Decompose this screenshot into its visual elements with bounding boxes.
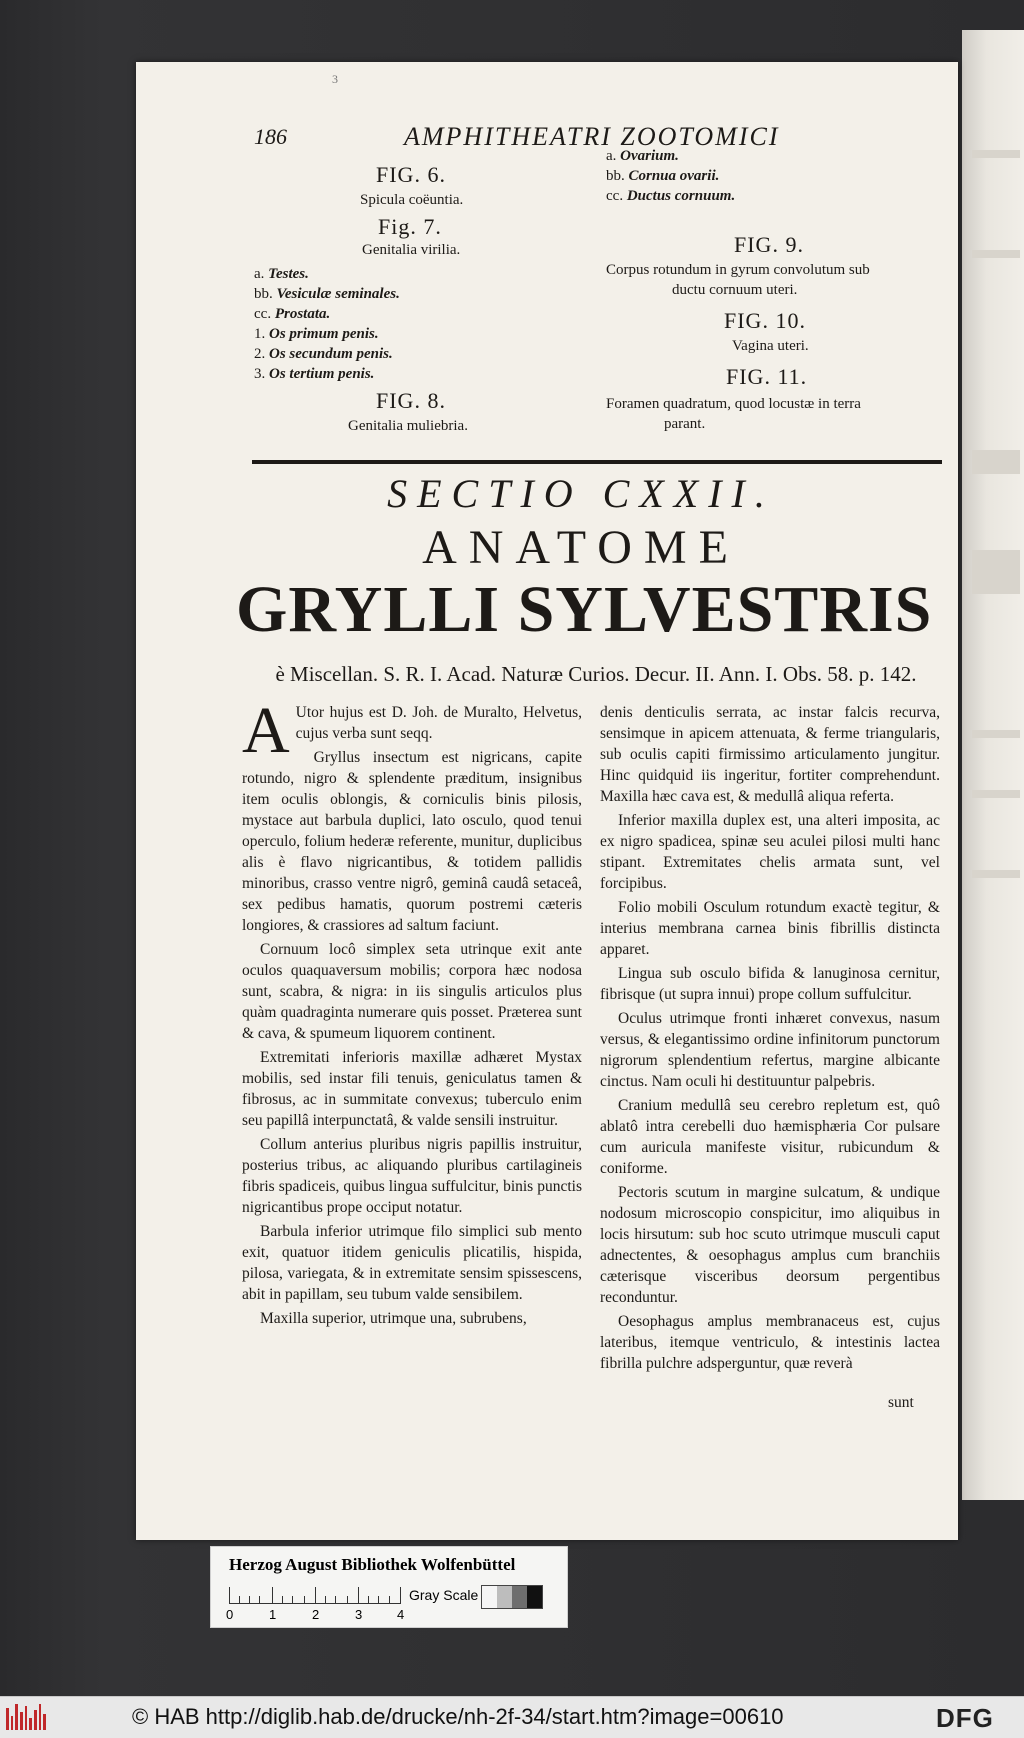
gray-scale-swatch (481, 1585, 543, 1609)
fig9-caption: Corpus rotundum in gyrum convolutum sub (606, 262, 870, 278)
fig6-caption: Spicula coëuntia. (360, 192, 464, 208)
ruler-number: 0 (226, 1607, 234, 1622)
drop-cap: A (242, 694, 290, 767)
title-line-1: ANATOME (422, 521, 740, 574)
fig7-legend-item: 3. Os tertium penis. (254, 366, 375, 382)
fig7-label: Fig. 7. (378, 214, 442, 239)
paragraph: Inferior maxilla duplex est, una alteri imposita, ac ex nigro spadicea, spinæ seu aculei pilosi multi hanc stipant. Extremitates chelis armata sunt, vel forcipibus. (600, 812, 940, 892)
fig7-legend-item: a. Testes. (254, 266, 309, 282)
page-number: 186 (254, 124, 287, 149)
fig7-legend-item: 2. Os secundum penis. (254, 346, 393, 362)
paragraph: Barbula inferior utrimque filo simplici sub mento exit, quatuor itidem geniculis plicatilis, hispida, pilosa, variegata, & in extremitate sensim spissescens, abit in papillam, seu tubum valde sensibilem. (242, 1223, 582, 1303)
ruler-number: 4 (397, 1607, 405, 1622)
paragraph: Oculus utrimque fronti inhæret convexus, nasum versus, & elegantissimo ordine infinitorum punctorum nigrorum splendentium refertus, margine albicante cinctus. Nam oculi hi destituuntur palpebris. (600, 1010, 940, 1090)
facing-page-edge (962, 30, 1024, 1500)
page-mark: 3 (332, 72, 338, 86)
fig7-legend-item: bb. Vesiculæ seminales. (254, 286, 400, 302)
fig7-caption: Genitalia virilia. (362, 242, 461, 258)
footer-bar (0, 1696, 1024, 1738)
paragraph: Maxilla superior, utrimque una, subrubens, (260, 1310, 527, 1327)
footer-link[interactable]: © HAB http://diglib.hab.de/drucke/nh-2f-34/start.htm?image=00610 (132, 1704, 784, 1729)
section-heading: SECTIO CXXII. (387, 471, 775, 516)
ruler-number: 2 (312, 1607, 320, 1622)
running-head: AMPHITHEATRI ZOOTOMICI (404, 122, 780, 151)
section-rule (252, 460, 942, 464)
ruler-number: 3 (355, 1607, 363, 1622)
fig8-caption: Genitalia muliebria. (348, 418, 468, 434)
gray-scale-label: Gray Scale (409, 1587, 479, 1603)
paragraph: Lingua sub osculo bifida & lanuginosa cernitur, fibrisque (ut supra innui) prope collum suffulcitur. (600, 965, 940, 1003)
ruler-number: 1 (269, 1607, 277, 1622)
paragraph: Gryllus insectum est nigricans, capite rotundo, nigro & splendente præditum, insignibus item oculis oblongis, & corniculis binis pilosis, mystace aut barbula duplici, lato osculo, quod tenui operculo, folium hederæ referente, munitur, duplicibus alis è flavo nigricantibus, & totidem pallidis minoribus, crasso ventre nigrô, geminâ caudâ setaceâ, sex pedibus hamatis, quorum postremi cæteris longiores, & crassiores ad saltum faciunt. (242, 749, 582, 934)
paragraph: Extremitati inferioris maxillæ adhæret Mystax mobilis, sed instar fili tenuis, geniculatus tamen & fibrosus, ac in summitate convexus; tuberculo enim seu papillâ interpunctatâ, & valde sensili instruitur. (242, 1049, 582, 1129)
left-column (242, 694, 582, 1332)
paragraph: Oesophagus amplus membranaceus est, cujus lateribus, itemque ventriculo, & intestinis lactea fibrilla pulchre adsperguntur, quæ reverà (600, 1313, 940, 1372)
library-label-card (210, 1546, 568, 1628)
source-citation: è Miscellan. S. R. I. Acad. Naturæ Curios. Decur. II. Ann. I. Obs. 58. p. 142. (275, 662, 917, 686)
fig11-label: FIG. 11. (726, 364, 808, 389)
fig7-legend-item: cc. Prostata. (254, 306, 331, 322)
paragraph: Collum anterius pluribus nigris papillis instruitur, posterius tribus, ac aliquando pluribus cartilagineis fibris spadiceis, quibus lingua suffulcitur, binis punctis nigricantibus prope occiput notatur. (242, 1136, 582, 1216)
dfg-logo: DFG (936, 1703, 994, 1733)
paragraph: Folio mobili Osculum rotundum exactè tegitur, & interius membrana carnea binis fibrillis distincta apparet. (600, 899, 940, 958)
paragraph: Pectoris scutum in margine sulcatum, & undique nodosum microscopio conspicitur, imo aliquibus in locis hirsutum: sub hoc scuto utrimque musculi caput adnectentes, & oesophagus amplus cum branchiis cæterisque visceribus deorsum pergentibus reconduntur. (600, 1184, 940, 1306)
fig10-label: FIG. 10. (724, 308, 806, 333)
fig6-label: FIG. 6. (376, 162, 446, 187)
fig11-caption: Foramen quadratum, quod locustæ in terra (606, 396, 861, 412)
paragraph: Cornuum locô simplex seta utrinque exit ante oculos quaquaversum mobilis; corpora hæc nodosa sunt, scabra, & nigra: in iis singulis articulos plus quàm quadraginta numerare quis posset. Præterea sunt & cava, & spumeum liquorem continent. (242, 941, 582, 1042)
fig7-legend-item: 1. Os primum penis. (254, 326, 379, 342)
fig9-label: FIG. 9. (734, 232, 804, 257)
right-column (600, 702, 940, 1377)
book-page (136, 62, 958, 1540)
fig8-legend-item: bb. Cornua ovarii. (606, 168, 720, 184)
paragraph: denis denticulis serrata, ac instar falcis recurva, sensimque in apicem attenuata, & ferme triangularis, sub oculis capiti firmissimo articulamento jungitur. Hinc quidquid iis ingeritur, fortiter comprehendunt. Maxilla hæc cava est, & medullâ aliqua referta. (600, 704, 940, 805)
fig10-caption: Vagina uteri. (732, 338, 809, 354)
fig8-legend-item: a. Ovarium. (606, 148, 679, 164)
fig8-label: FIG. 8. (376, 388, 446, 413)
paragraph: A Utor hujus est D. Joh. de Muralto, Helvetus, cujus verba sunt seqq. (242, 694, 582, 767)
catchword: sunt (888, 1394, 914, 1411)
fig8-legend-item: cc. Ductus cornuum. (606, 188, 736, 204)
fig11-caption: parant. (664, 416, 706, 432)
fig9-caption: ductu cornuum uteri. (672, 282, 798, 298)
title-line-2: GRYLLI SYLVESTRIS (236, 573, 933, 646)
scale-ruler (229, 1587, 401, 1604)
hab-logo-icon (6, 1704, 46, 1730)
library-name: Herzog August Bibliothek Wolfenbüttel (229, 1555, 516, 1574)
paragraph: Cranium medullâ seu cerebro repletum est, quô ablatô intra cerebelli duo hæmisphæria Cor pulsare cum auricula manifeste visitur, rubicundum & coniforme. (600, 1097, 940, 1177)
